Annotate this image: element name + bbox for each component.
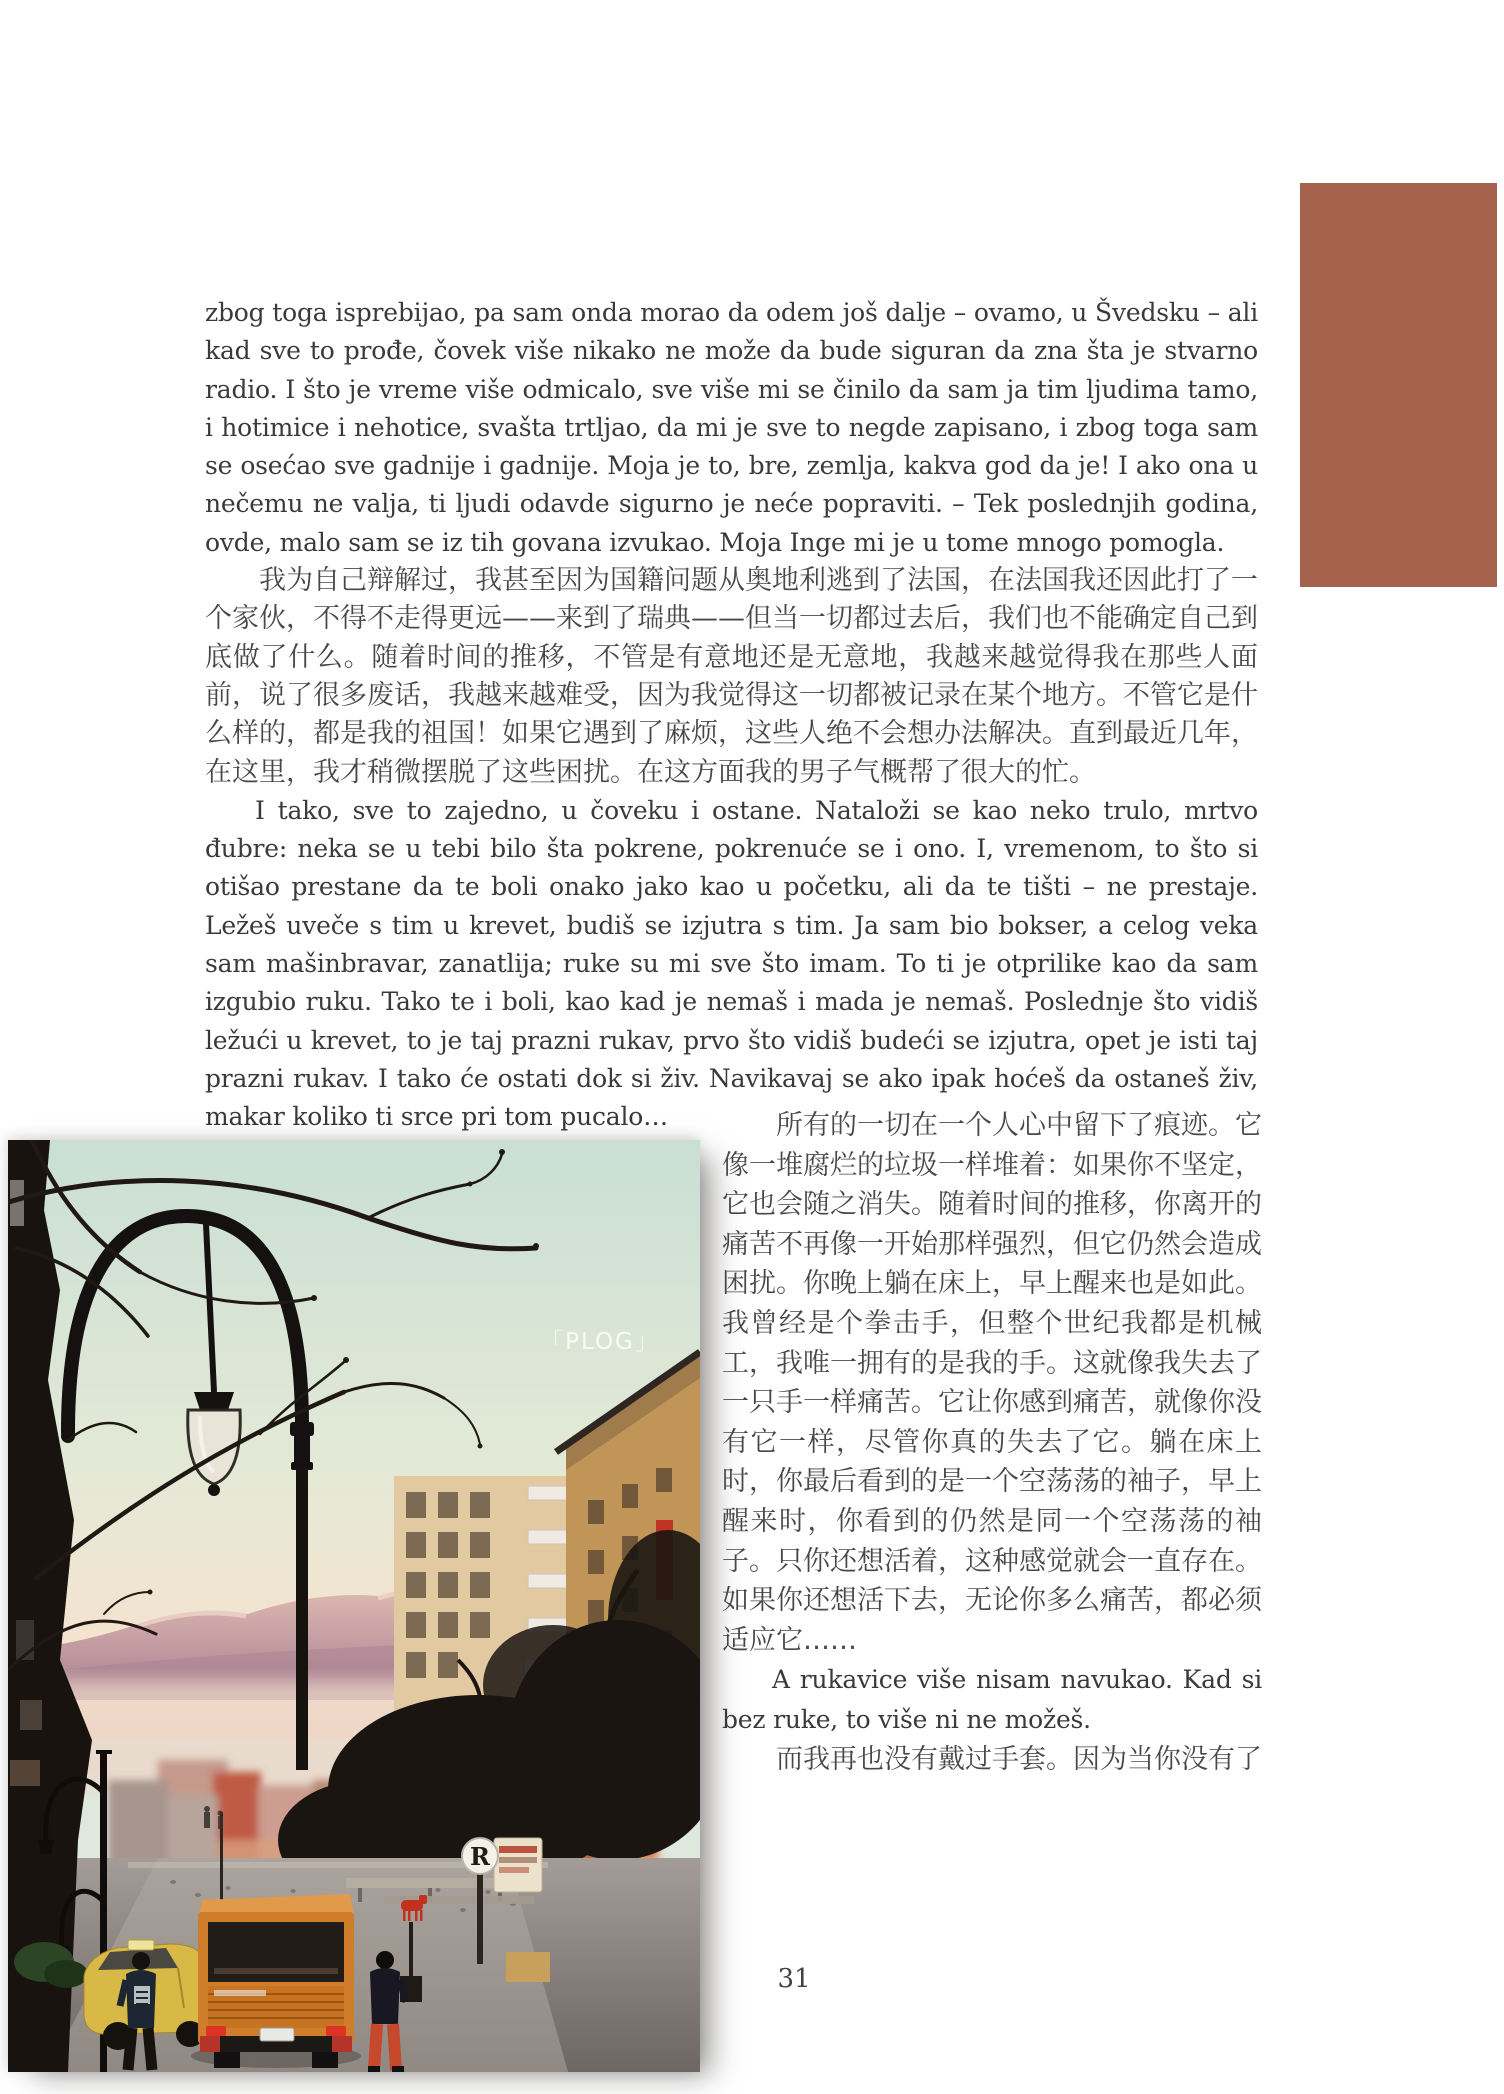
page-number: 31 — [777, 1964, 811, 1994]
accent-block — [1300, 183, 1497, 587]
body-text — [205, 294, 1258, 1137]
paragraph-chinese-1: 我为自己辩解过，我甚至因为国籍问题从奥地利逃到了法国，在法国我还因此打了一个家伙，不得不走得更远——来到了瑞典——但当一切都过去后，我们也不能确定自己到底做了什么。随着时间的推移，不管是有意地还是无意地，我越来越觉得我在那些人面前，说了很多废话，我越来越难受，因为我觉得这一切都被记录在某个地方。不管它是什么样的，都是我的祖国！如果它遇到了麻烦，这些人绝不会想办法解决。直到最近几年，在这里，我才稍微摆脱了这些困扰。在这方面我的男子气概帮了很大的忙。 — [205, 565, 1258, 788]
paragraph-chinese-3: 而我再也没有戴过手套。因为当你没有了 — [776, 1743, 1262, 1775]
paragraph-serbian-1: zbog toga isprebijao, pa sam onda morao da odem još dalje – ovamo, u Švedsku – ali kad sve to prođe, čovek više nikako ne može da bude siguran da zna šta je stvarno radio. I što je vreme više odmicalo, sve više mi se činilo da sam ja tim ljudima tamo, i hotimice i nehotice, svašta trtljao, da mi je sve to negde zapisano, i zbog toga sam se osećao sve gadnije i gadnije. Moja je to, bre, zemlja, kakva god da je! I ako ona u nečemu ne valja, ti ljudi odavde sigurno je neće popraviti. – Tek poslednjih godina, ovde, malo sam se iz tih govana izvukao. Moja Inge mi je u tome mnogo pomogla. — [205, 298, 1258, 557]
taillight-left — [206, 2026, 226, 2036]
street-photo — [8, 1140, 700, 2072]
truck — [191, 1894, 361, 2068]
paragraph-chinese-2: 所有的一切在一个人心中留下了痕迹。它像一堆腐烂的垃圾一样堆着：如果你不坚定，它也会随之消失。随着时间的推移，你离开的痛苦不再像一开始那样强烈，但它仍然会造成困扰。你晚上躺在床上，早上醒来也是如此。我曾经是个拳击手，但整个世纪我都是机械工，我唯一拥有的是我的手。这就像我失去了一只手一样痛苦。它让你感到痛苦，就像你没有它一样，尽管你真的失去了它。躺在床上时，你最后看到的是一个空荡荡的袖子，早上醒来时，你看到的仍然是同一个空荡荡的袖子。只你还想活着，这种感觉就会一直存在。如果你还想活下去，无论你多么痛苦，都必须适应它…… — [722, 1110, 1262, 1656]
paragraph-serbian-2: I tako, sve to zajedno, u čoveku i ostane. Nataloži se kao neko trulo, mrtvo đubre: neka se u tebi bilo šta pokrene, pokrenuće se i ono. I, vremenom, to što si otišao prestane da te boli onako jako kao u početku, ali da te tišti – ne prestaje. Ležeš uveče s tim u krevet, budiš se izjutra s tim. Ja sam bio bokser, a celog veka sam mašinbravar, zanatlija; ruke su mi sve što imam. To ti je otprilike kao da sam izgubio ruku. Tako te i boli, kao kad je nemaš i mada je nemaš. Poslednje što vidiš ležući u krevet, to je taj prazni rukav, prvo što vidiš budeći se izjutra, opet je isti taj prazni rukav. I tako će ostati dok si živ. Navikavaj se ako ipak hoćeš da ostaneš živ, makar koliko ti srce pri tom pucalo… — [205, 795, 1258, 1132]
right-column — [722, 1106, 1262, 1779]
r-sign-letter: R — [470, 1842, 490, 1871]
license-plate — [260, 2028, 294, 2041]
photo-watermark: 「PLOG」 — [540, 1329, 660, 1355]
taillight-right — [326, 2026, 346, 2036]
street-photo-art — [8, 1140, 700, 2072]
bench — [506, 1952, 550, 1982]
paragraph-serbian-3: A rukavice više nisam navukao. Kad si bez ruke, to više ni ne možeš. — [722, 1665, 1262, 1734]
